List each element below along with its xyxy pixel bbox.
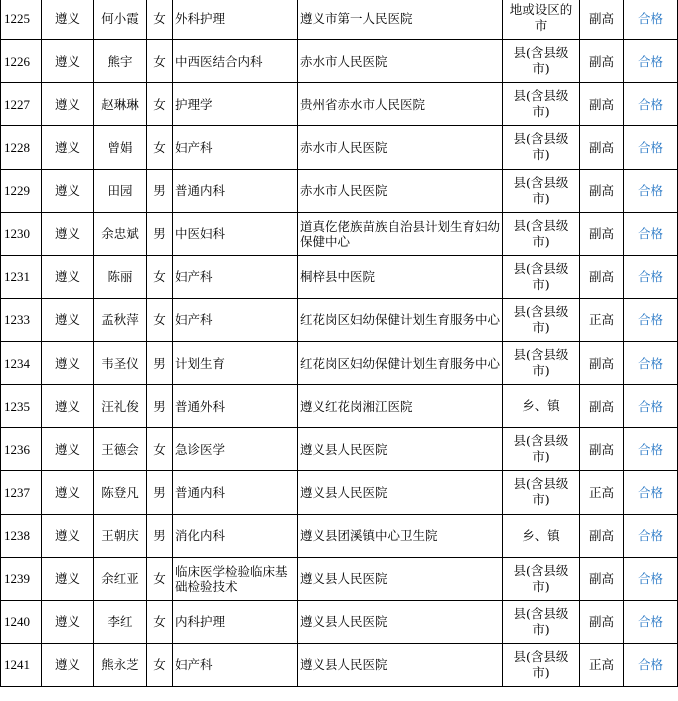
record-number: 1239 [1,557,42,600]
unit-level-cell: 乡、镇 [503,514,580,557]
title-level-cell: 副高 [580,600,624,643]
city-cell: 遵义 [42,126,94,169]
city-cell: 遵义 [42,169,94,212]
city-cell: 遵义 [42,471,94,514]
record-number: 1237 [1,471,42,514]
unit-level-cell: 县(含县级市) [503,169,580,212]
specialty-cell: 中西医结合内科 [173,40,298,83]
gender-cell: 女 [147,298,173,341]
city-cell: 遵义 [42,428,94,471]
record-number: 1233 [1,298,42,341]
specialty-cell: 普通内科 [173,169,298,212]
result-cell [624,169,678,212]
title-level-cell: 副高 [580,557,624,600]
record-number: 1235 [1,385,42,428]
result-cell [624,514,678,557]
specialty-cell: 中医妇科 [173,212,298,255]
record-number: 1228 [1,126,42,169]
result-link[interactable]: 合格 [637,96,663,112]
work-unit-cell: 贵州省赤水市人民医院 [298,83,503,126]
table-row [1,643,678,686]
city-cell: 遵义 [42,385,94,428]
table-row [1,169,678,212]
specialty-cell: 计划生育 [173,342,298,385]
gender-cell: 女 [147,255,173,298]
person-name: 陈丽 [94,255,147,298]
result-cell [624,600,678,643]
result-link[interactable]: 合格 [637,441,663,457]
title-level-cell: 副高 [580,514,624,557]
result-cell [624,342,678,385]
person-name: 何小霞 [94,0,147,40]
title-level-cell: 副高 [580,385,624,428]
title-level-cell: 副高 [580,428,624,471]
gender-cell: 女 [147,600,173,643]
person-name: 李红 [94,600,147,643]
gender-cell: 女 [147,428,173,471]
person-name: 余忠斌 [94,212,147,255]
work-unit-cell: 遵义县人民医院 [298,643,503,686]
table-row [1,514,678,557]
table-row [1,298,678,341]
result-cell [624,40,678,83]
person-name: 曾娟 [94,126,147,169]
city-cell: 遵义 [42,600,94,643]
gender-cell: 女 [147,557,173,600]
city-cell: 遵义 [42,342,94,385]
result-link[interactable]: 合格 [637,614,663,630]
table-row [1,428,678,471]
work-unit-cell: 遵义县人民医院 [298,428,503,471]
result-link[interactable]: 合格 [637,226,663,242]
unit-level-cell: 乡、镇 [503,385,580,428]
person-name: 熊宇 [94,40,147,83]
work-unit-cell: 赤水市人民医院 [298,40,503,83]
result-link[interactable]: 合格 [637,528,663,544]
table-row [1,83,678,126]
specialty-cell: 内科护理 [173,600,298,643]
unit-level-cell: 县(含县级市) [503,255,580,298]
work-unit-cell: 遵义县人民医院 [298,600,503,643]
result-cell [624,428,678,471]
work-unit-cell: 遵义县人民医院 [298,557,503,600]
table-row [1,342,678,385]
table-row [1,255,678,298]
record-number: 1241 [1,643,42,686]
work-unit-cell: 桐梓县中医院 [298,255,503,298]
unit-level-cell: 地或设区的市 [503,0,580,40]
gender-cell: 男 [147,471,173,514]
record-number: 1240 [1,600,42,643]
person-name: 赵琳琳 [94,83,147,126]
table-row [1,600,678,643]
person-name: 田园 [94,169,147,212]
result-cell [624,0,678,40]
city-cell: 遵义 [42,643,94,686]
table-row [1,471,678,514]
unit-level-cell: 县(含县级市) [503,643,580,686]
specialty-cell: 急诊医学 [173,428,298,471]
title-level-cell: 副高 [580,212,624,255]
city-cell: 遵义 [42,40,94,83]
result-link[interactable]: 合格 [637,53,663,69]
title-level-cell: 正高 [580,471,624,514]
specialty-cell: 护理学 [173,83,298,126]
result-cell [624,385,678,428]
result-cell [624,255,678,298]
record-number: 1234 [1,342,42,385]
city-cell: 遵义 [42,255,94,298]
specialty-cell: 普通内科 [173,471,298,514]
unit-level-cell: 县(含县级市) [503,40,580,83]
gender-cell: 男 [147,169,173,212]
result-link[interactable]: 合格 [637,269,663,285]
gender-cell: 男 [147,385,173,428]
result-cell [624,557,678,600]
result-link[interactable]: 合格 [637,139,663,155]
person-name: 陈登凡 [94,471,147,514]
work-unit-cell: 遵义红花岗湘江医院 [298,385,503,428]
result-link[interactable]: 合格 [637,312,663,328]
title-level-cell: 副高 [580,40,624,83]
record-number: 1229 [1,169,42,212]
result-cell [624,83,678,126]
person-name: 余红亚 [94,557,147,600]
result-link[interactable]: 合格 [637,10,663,26]
person-name: 孟秋萍 [94,298,147,341]
unit-level-cell: 县(含县级市) [503,342,580,385]
results-table-body [1,0,678,687]
record-number: 1231 [1,255,42,298]
result-link[interactable]: 合格 [637,398,663,414]
record-number: 1226 [1,40,42,83]
work-unit-cell: 赤水市人民医院 [298,126,503,169]
unit-level-cell: 县(含县级市) [503,83,580,126]
city-cell: 遵义 [42,212,94,255]
person-name: 汪礼俊 [94,385,147,428]
work-unit-cell: 遵义县人民医院 [298,471,503,514]
unit-level-cell: 县(含县级市) [503,298,580,341]
person-name: 王朝庆 [94,514,147,557]
specialty-cell: 临床医学检验临床基础检验技术 [173,557,298,600]
work-unit-cell: 遵义市第一人民医院 [298,0,503,40]
title-level-cell: 副高 [580,255,624,298]
result-link[interactable]: 合格 [637,355,663,371]
gender-cell: 女 [147,643,173,686]
result-link[interactable]: 合格 [637,571,663,587]
result-cell [624,126,678,169]
specialty-cell: 妇产科 [173,298,298,341]
title-level-cell: 副高 [580,0,624,40]
title-level-cell: 正高 [580,298,624,341]
person-name: 王德会 [94,428,147,471]
record-number: 1236 [1,428,42,471]
title-level-cell: 正高 [580,643,624,686]
person-name: 熊永芝 [94,643,147,686]
table-row [1,126,678,169]
title-level-cell: 副高 [580,169,624,212]
gender-cell: 女 [147,40,173,83]
city-cell: 遵义 [42,557,94,600]
table-row [1,40,678,83]
unit-level-cell: 县(含县级市) [503,126,580,169]
result-cell [624,471,678,514]
specialty-cell: 普通外科 [173,385,298,428]
result-link[interactable]: 合格 [637,484,663,500]
work-unit-cell: 赤水市人民医院 [298,169,503,212]
gender-cell: 女 [147,126,173,169]
table-row [1,385,678,428]
gender-cell: 男 [147,342,173,385]
city-cell: 遵义 [42,0,94,40]
city-cell: 遵义 [42,298,94,341]
gender-cell: 男 [147,514,173,557]
table-row [1,212,678,255]
unit-level-cell: 县(含县级市) [503,557,580,600]
specialty-cell: 消化内科 [173,514,298,557]
specialty-cell: 妇产科 [173,643,298,686]
record-number: 1238 [1,514,42,557]
result-link[interactable]: 合格 [637,657,663,673]
unit-level-cell: 县(含县级市) [503,600,580,643]
title-level-cell: 副高 [580,83,624,126]
specialty-cell: 妇产科 [173,255,298,298]
person-name: 韦圣仪 [94,342,147,385]
record-number: 1227 [1,83,42,126]
result-cell [624,212,678,255]
work-unit-cell: 道真仡佬族苗族自治县计划生育妇幼保健中心 [298,212,503,255]
record-number: 1225 [1,0,42,40]
gender-cell: 女 [147,0,173,40]
gender-cell: 女 [147,83,173,126]
gender-cell: 男 [147,212,173,255]
result-link[interactable]: 合格 [637,183,663,199]
city-cell: 遵义 [42,83,94,126]
unit-level-cell: 县(含县级市) [503,212,580,255]
table-row [1,0,678,40]
unit-level-cell: 县(含县级市) [503,471,580,514]
result-cell [624,643,678,686]
specialty-cell: 妇产科 [173,126,298,169]
unit-level-cell: 县(含县级市) [503,428,580,471]
title-level-cell: 副高 [580,126,624,169]
specialty-cell: 外科护理 [173,0,298,40]
title-level-cell: 副高 [580,342,624,385]
city-cell: 遵义 [42,514,94,557]
work-unit-cell: 红花岗区妇幼保健计划生育服务中心 [298,298,503,341]
work-unit-cell: 遵义县团溪镇中心卫生院 [298,514,503,557]
result-cell [624,298,678,341]
work-unit-cell: 红花岗区妇幼保健计划生育服务中心 [298,342,503,385]
record-number: 1230 [1,212,42,255]
table-row [1,557,678,600]
